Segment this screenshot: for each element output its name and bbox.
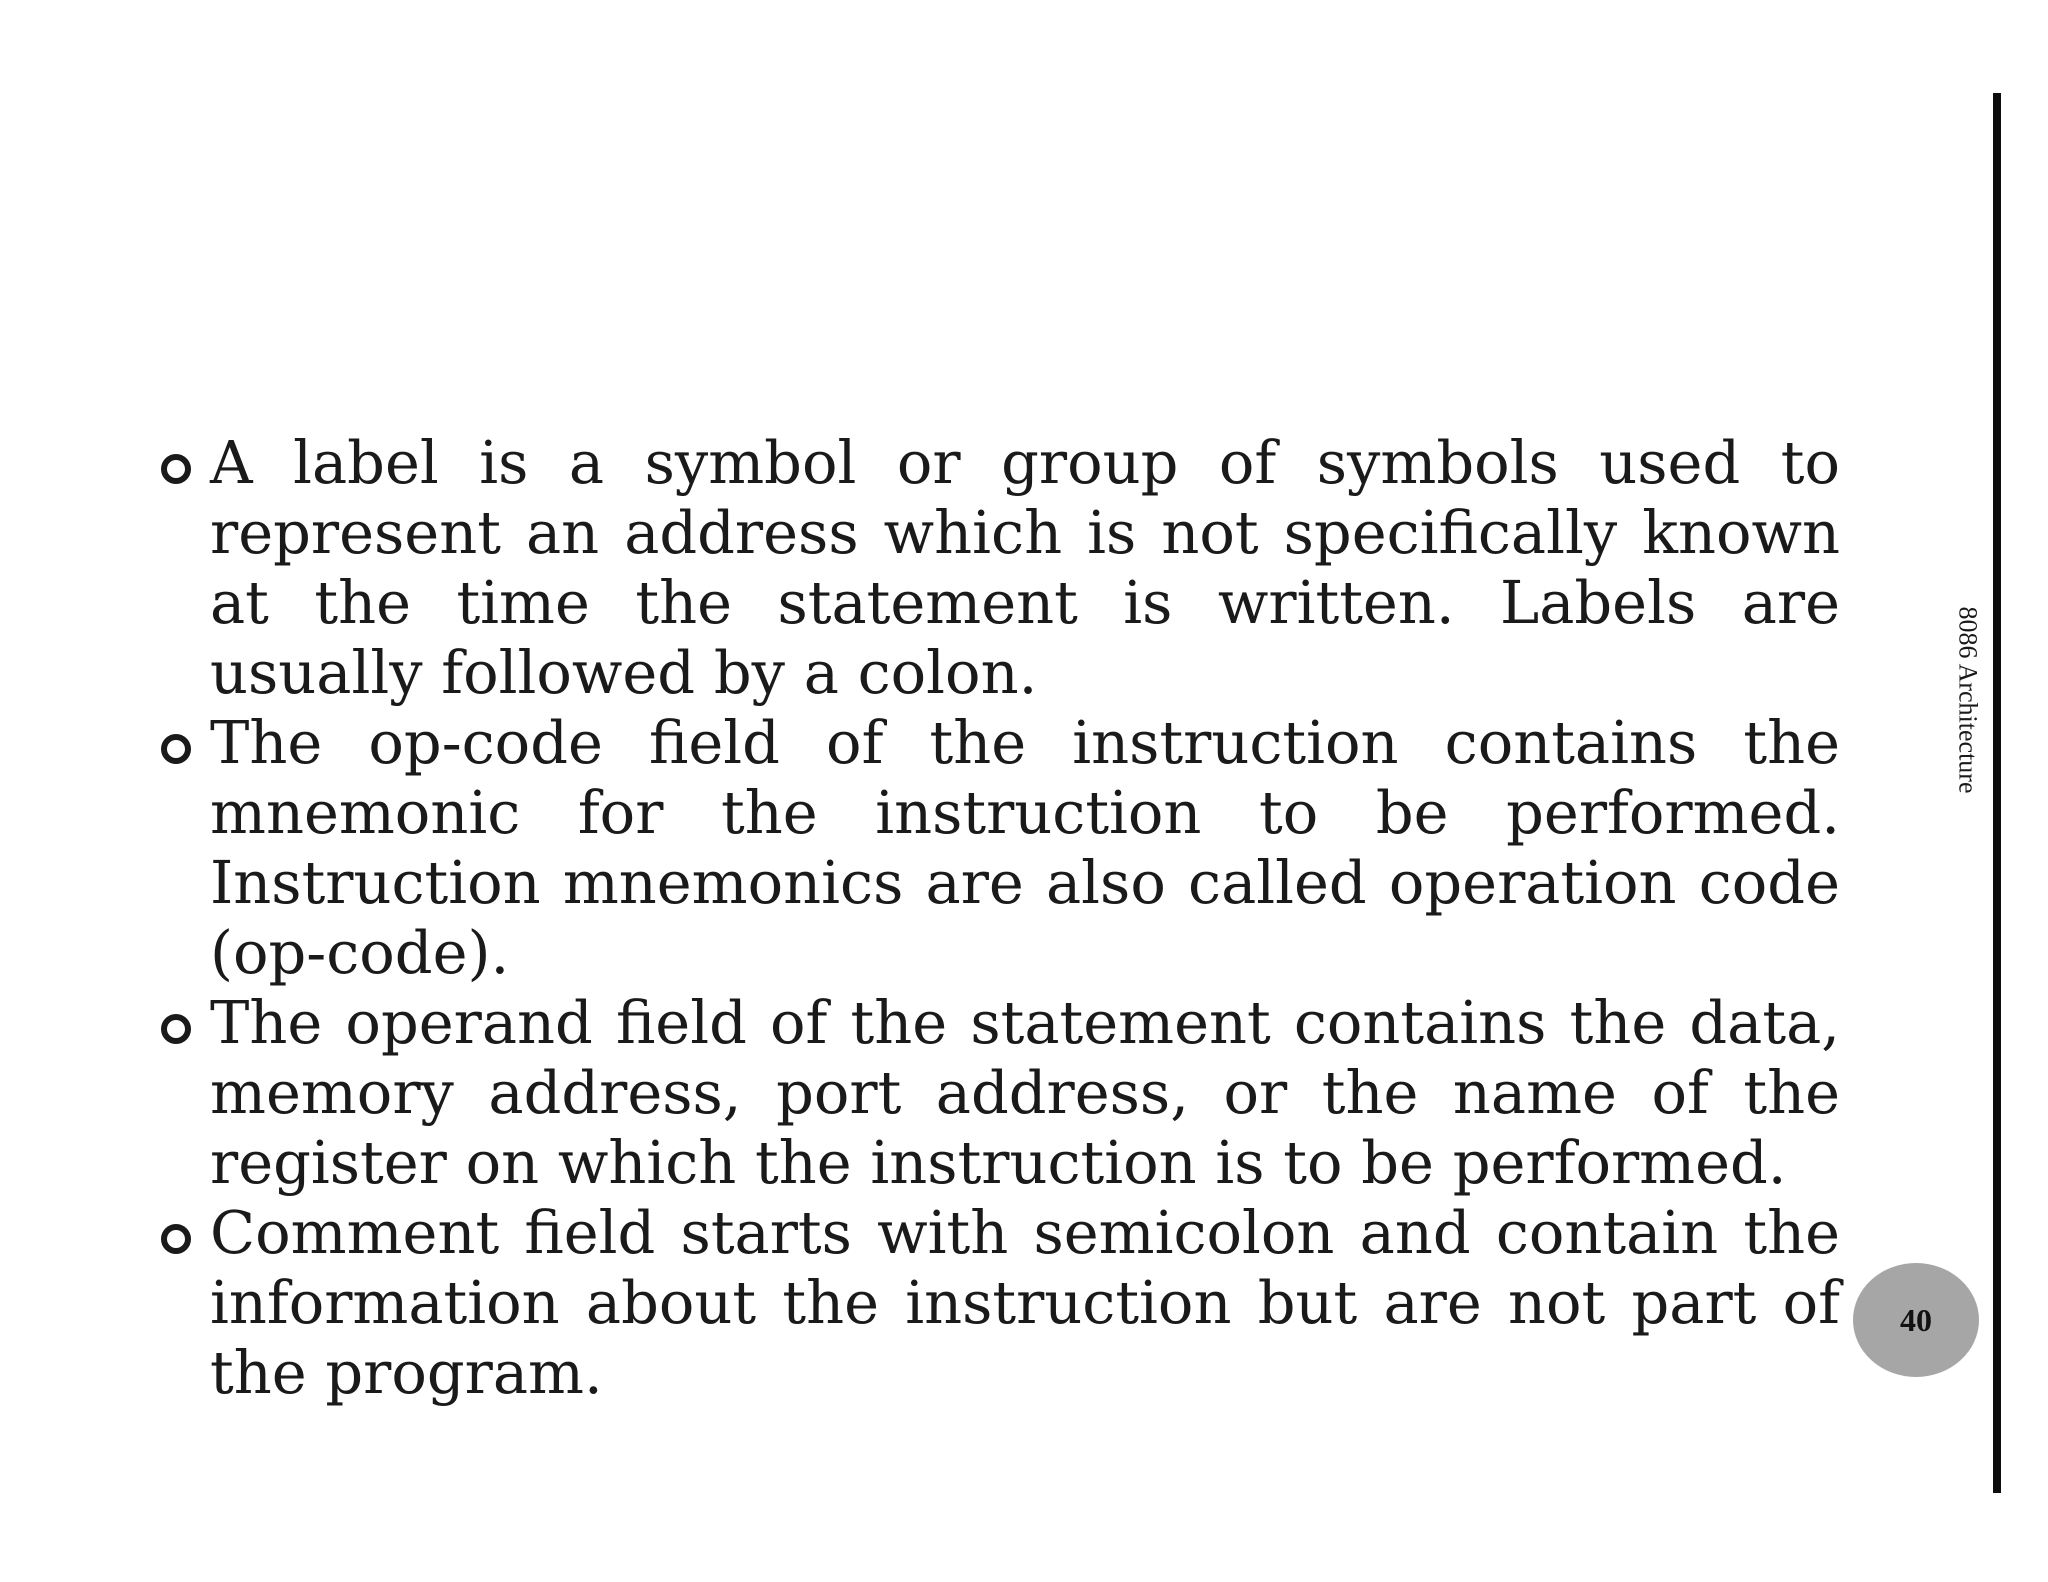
slide-content (152, 428, 1840, 1408)
side-label (1952, 585, 1982, 815)
bullet-text: Comment field starts with semicolon and contain the information about the instruction but are not part of the program. (210, 1198, 1840, 1407)
circle-bullet-icon (161, 454, 191, 484)
bullet-text: The op-code field of the instruction contains the mnemonic for the instruction to be performed. Instruction mnemonics are also called operation code (op-code). (210, 708, 1840, 987)
circle-bullet-icon (161, 1224, 191, 1254)
bullet-item (152, 428, 1840, 708)
circle-bullet-icon (161, 734, 191, 764)
bullet-text: A label is a symbol or group of symbols used to represent an address which is not specifically known at the time the statement is written. Labels are usually followed by a colon. (210, 428, 1840, 707)
circle-bullet-icon (161, 1014, 191, 1044)
bullet-item (152, 988, 1840, 1198)
side-label-text: 8086 Architecture (1953, 606, 1982, 794)
bullet-item (152, 1198, 1840, 1408)
bullet-item (152, 708, 1840, 988)
vertical-divider (1993, 93, 2001, 1493)
bullet-text: The operand field of the statement contains the data, memory address, port address, or the name of the register on which the instruction is to be performed. (210, 988, 1840, 1197)
page-number-badge (1853, 1263, 1979, 1377)
bullet-list (152, 428, 1840, 1408)
page-number: 40 (1900, 1301, 1932, 1338)
